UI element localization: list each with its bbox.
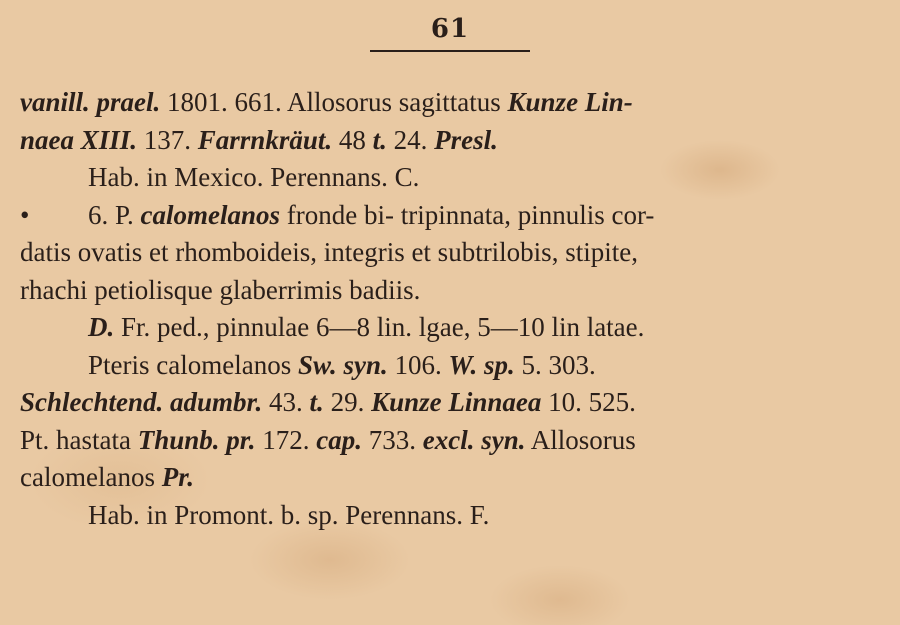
text-line [20, 422, 885, 460]
italic-citation: D. [88, 312, 115, 342]
header-rule [370, 50, 530, 52]
italic-citation: excl. syn. [422, 424, 526, 455]
text-segment: 6. P. [88, 199, 141, 230]
text-line [20, 384, 885, 422]
text-segment: 733. [362, 424, 423, 455]
text-line [20, 84, 885, 122]
italic-citation: cap. [316, 424, 363, 455]
text-segment: Pt. hastata [20, 424, 138, 455]
italic-citation: t. [372, 124, 387, 155]
text-segment: Hab. in Promont. b. sp. Perennans. F. [88, 499, 490, 530]
page-number: 61 [430, 14, 470, 44]
text-line [20, 234, 885, 272]
text-segment: 1801. 661. Allosorus sagittatus [160, 87, 508, 117]
italic-citation: Pr. [161, 462, 194, 492]
text-line [20, 347, 885, 385]
text-line [20, 122, 885, 160]
italic-citation: naea XIII. [20, 124, 138, 155]
text-segment: 172. [255, 424, 317, 455]
text-segment: 43. [262, 387, 310, 417]
text-segment: 29. [323, 387, 372, 417]
italic-citation: Kunze Linnaea [371, 387, 542, 417]
italic-citation: calomelanos [140, 199, 281, 230]
text-segment: fronde bi- tripinnata, pinnulis cor- [280, 199, 655, 230]
italic-citation: Schlechtend. adumbr. [20, 387, 263, 417]
text-segment: Pteris calomelanos [88, 349, 298, 380]
italic-citation: vanill. prael. [20, 87, 161, 117]
text-segment: Allosorus [525, 424, 636, 455]
italic-citation: Thunb. pr. [137, 424, 256, 455]
text-segment: 106. [387, 349, 449, 380]
text-segment: 24. [386, 124, 435, 155]
italic-citation: Kunze Lin- [507, 87, 633, 117]
bullet-mark: • [20, 199, 30, 230]
text-segment: 48 [332, 124, 373, 155]
text-segment: 10. 525. [541, 387, 636, 417]
text-line [20, 459, 885, 497]
text-segment: Hab. in Mexico. Perennans. C. [88, 162, 420, 192]
text-line [20, 309, 885, 347]
text-segment: rhachi petiolisque glaberrimis badiis. [20, 274, 421, 305]
text-line [20, 159, 885, 197]
text-line [20, 272, 885, 310]
text-segment: datis ovatis et rhomboideis, integris et subtrilobis, stipite, [20, 237, 638, 267]
italic-citation: Sw. syn. [297, 349, 388, 380]
italic-citation: Farrnkräut. [197, 124, 333, 155]
text-segment: 137. [137, 124, 198, 155]
text-line [20, 197, 885, 235]
text-segment: calomelanos [20, 462, 162, 492]
text-segment: 5. 303. [514, 349, 596, 380]
italic-citation: t. [309, 387, 324, 417]
italic-citation: W. sp. [448, 349, 515, 380]
italic-citation: Presl. [434, 124, 498, 155]
body-text [20, 84, 885, 534]
text-line [20, 497, 885, 535]
text-segment: Fr. ped., pinnulae 6—8 lin. lgae, 5—10 lin latae. [114, 312, 645, 342]
